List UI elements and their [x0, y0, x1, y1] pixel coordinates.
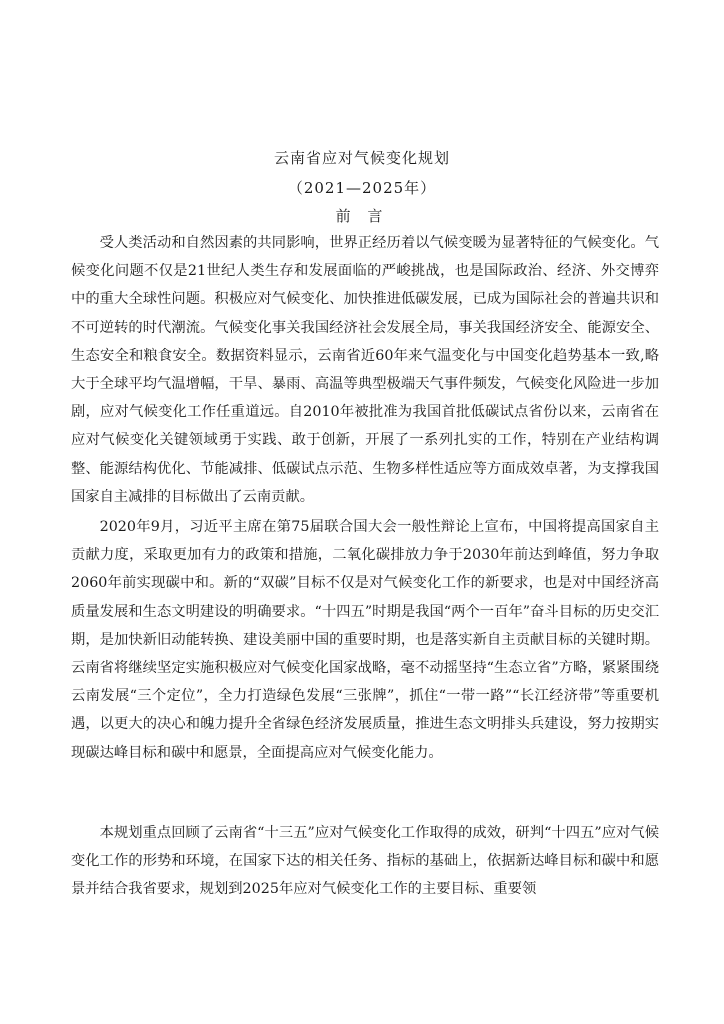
paragraph-1: 受人类活动和自然因素的共同影响，世界正经历着以气候变暖为显著特征的气候变化。气候变化问题不仅是21世纪人类生存和发展面临的严峻挑战，也是国际政治、经济、外交博弈中的重大全球性问题。积极应对气候变化、加快推进低碳发展，已成为国际社会的普遍共识和不可逆转的时代潮流。气候变化事关我国经济社会发展全局，事关我国经济安全、能源安全、生态安全和粮食安全。数据资料显示，云南省近60年来气温变化与中国变化趋势基本一致,略大于全球平均气温增幅，干旱、暴雨、高温等典型极端天气事件频发，气候变化风险进一步加剧，应对气候变化工作任重道远。自2010年被批准为我国首批低碳试点省份以来，云南省在应对气候变化关键领域勇于实践、敢于创新，开展了一系列扎实的工作，特别在产业结构调整、能源结构优化、节能减排、低碳试点示范、生物多样性适应等方面成效卓著，为支撑我国国家自主减排的目标做出了云南贡献。	[71, 235, 659, 505]
paragraph-2: 2020年9月，习近平主席在第75届联合国大会一般性辩论上宣布，中国将提高国家自主贡献力度，采取更加有力的政策和措施，二氧化碳排放力争于2030年前达到峰值，努力争取2060年前实现碳中和。新的“双碳”目标不仅是对气候变化工作的新要求，也是对中国经济高质量发展和生态文明建设的明确要求。“十四五”时期是我国“两个一百年”奋斗目标的历史交汇期，是加快新旧动能转换、建设美丽中国的重要时期，也是落实新自主贡献目标的关键时期。云南省将继续坚定实施积极应对气候变化国家战略，毫不动摇坚持“生态立省”方略，紧紧围绕云南发展“三个定位”，全力打造绿色发展“三张牌”，抓住“一带一路”“长江经济带”等重要机遇，以更大的决心和魄力提升全省绿色经济发展质量，推进生态文明排头兵建设，努力按期实现碳达峰目标和碳中和愿景，全面提高应对气候变化能力。	[71, 519, 659, 761]
document-period: （2021—2025年）	[287, 179, 437, 197]
paragraph-3: 本规划重点回顾了云南省“十三五”应对气候变化工作取得的成效，研判“十四五”应对气候变化工作的形势和环境，在国家下达的相关任务、指标的基础上，依据新达峰目标和碳中和愿景并结合我省要求，规划到2025年应对气候变化工作的主要目标、重要领	[71, 825, 659, 898]
document-title: 云南省应对气候变化规划	[273, 149, 450, 167]
section-heading: 前 言	[335, 207, 389, 225]
